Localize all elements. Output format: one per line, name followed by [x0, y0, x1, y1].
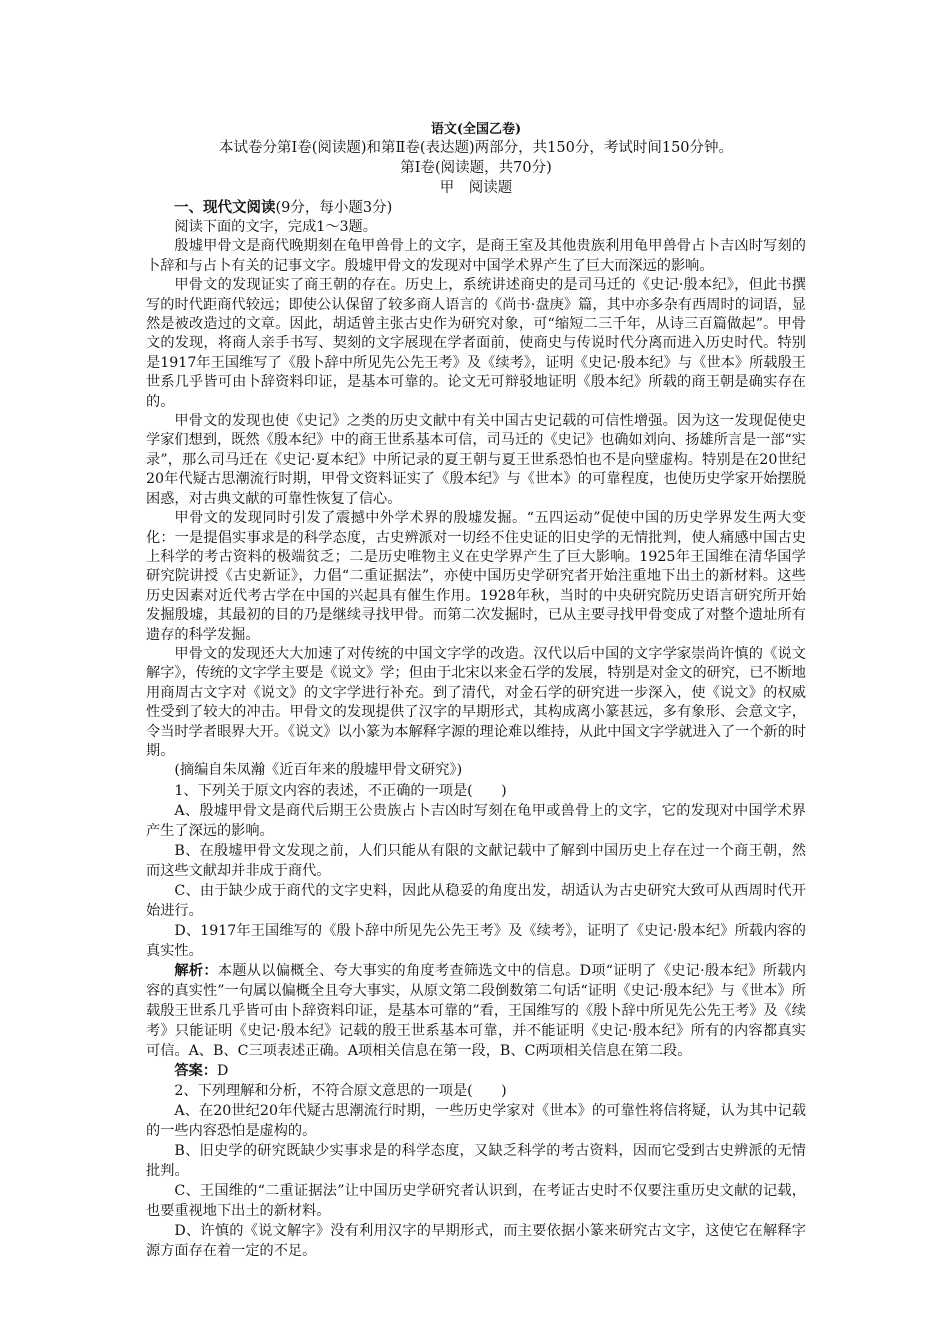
section1-title: 一、现代文阅读: [174, 199, 276, 216]
question-stem: 2、下列理解和分析，不符合原文意思的一项是( ): [174, 1082, 507, 1099]
part-a-heading: 甲 阅读题: [439, 180, 513, 196]
option-d: D、1917年王国维写的《殷卜辞中所见先公先王考》及《续考》，证明了《史记·殷本纪》所载内容的真实性。: [146, 922, 806, 959]
option-b: B、在殷墟甲骨文发现之前，人们只能从有限的文献记载中了解到中国历史上存在过一个商王朝，然而这些文献却并非成于商代。: [146, 842, 806, 879]
option-b: B、旧史学的研究既缺少实事求是的科学态度，又缺乏科学的考古资料，因而它受到古史辨派的无情批判。: [146, 1142, 806, 1179]
option-a: A、殷墟甲骨文是商代后期王公贵族占卜吉凶时写刻在龟甲或兽骨上的文字，它的发现对中国学术界产生了深远的影响。: [146, 802, 806, 839]
passage-paragraph: 甲骨文的发现同时引发了震撼中外学术界的殷墟发掘。“五四运动”促使中国的历史学界发生两大变化：一是提倡实事求是的科学态度，古史辨派对一切经不住史证的旧史学的无情批判，使人痛感中国古史上科学的考古资料的极端贫乏；二是历史唯物主义在史学界产生了巨大影响。1925年王国维在清华国学研究院讲授《古史新证》，力倡“二重证据法”，亦使中国历史学研究者开始注重地下出土的新材料。这些历史因素对近代考古学在中国的兴起具有催生作用。1928年秋，当时的中央研究院历史语言研究所开始发掘殷墟，其最初的目的乃是继续寻找甲骨。而第二次发掘时，已从主要寻找甲骨变成了对整个遗址所有遗存的科学发掘。: [146, 510, 806, 643]
exam-intro: 本试卷分第Ⅰ卷(阅读题)和第Ⅱ卷(表达题)两部分，共150分，考试时间150分钟。: [218, 140, 734, 156]
option-d: D、许慎的《说文解字》没有利用汉字的早期形式，而主要依据小篆来研究古文字，这使它在解释字源方面存在着一定的不足。: [146, 1222, 806, 1259]
question-stem: 1、下列关于原文内容的表述，不正确的一项是( ): [174, 782, 507, 799]
passage-source: (摘编自朱凤瀚《近百年来的殷墟甲骨文研究》): [174, 762, 463, 779]
answer-label: 答案：: [174, 1062, 217, 1079]
analysis-label: 解析：: [174, 962, 218, 979]
analysis: [146, 961, 806, 1061]
question-1: [146, 781, 806, 1081]
option-c: C、王国维的“二重证据法”让中国历史学研究者认识到，在考证古史时不仅要注重历史文献的记载，也要重视地下出土的新材料。: [146, 1182, 806, 1219]
passage-paragraph: 甲骨文的发现证实了商王朝的存在。历史上，系统讲述商史的是司马迁的《史记·殷本纪》，但此书撰写的时代距商代较远；即使公认保留了较多商人语言的《尚书·盘庚》篇，其中亦多杂有西周时的词语，显然是被改造过的文章。因此，胡适曾主张古史作为研究对象，可“缩短二三千年，从诗三百篇做起”。甲骨文的发现，将商人亲手书写、契刻的文字展现在学者面前，使商史与传说时代分离而进入历史时代。特别是1917年王国维写了《殷卜辞中所见先公先王考》及《续考》，证明《史记·殷本纪》与《世本》所载殷王世系几乎皆可由卜辞资料印证，是基本可靠的。论文无可辩驳地证明《殷本纪》所载的商王朝是确实存在的。: [146, 277, 806, 410]
option-c: C、由于缺少成于商代的文字史料，因此从稳妥的角度出发，胡适认为古史研究大致可从西周时代开始进行。: [146, 882, 806, 919]
answer-value: D: [216, 1062, 229, 1079]
passage-paragraph: 甲骨文的发现还大大加速了对传统的中国文字学的改造。汉代以后中国的文字学家崇尚许慎的《说文解字》，传统的文字学主要是《说文》学；但由于北宋以来金石学的发展，特别是对金文的研究，已不断地用商周古文字对《说文》的文字学进行补充。到了清代，对金石学的研究进一步深入，使《说文》的权威性受到了较大的冲击。甲骨文的发现提供了汉字的早期形式，其构成离小篆甚远，多有象形、会意文字，令当时学者眼界大开。《说文》以小篆为本解释字源的理论难以维持，从此中国文字学就进入了一个新的时期。: [146, 645, 806, 759]
exam-title: 语文(全国乙卷): [430, 122, 522, 137]
section1-instruction: 阅读下面的文字，完成1～3题。: [174, 219, 377, 235]
analysis-text: 本题从以偏概全、夸大事实的角度考查筛选文中的信息。D项“证明了《史记·殷本纪》所载内容的真实性”一句属以偏概全且夸大事实，从原文第二段倒数第二句话“证明《史记·殷本纪》与《世本》所载殷王世系几乎皆可由卜辞资料印证，是基本可靠的”看，王国维写的《殷卜辞中所见先公先王考》及《续考》只能证明《史记·殷本纪》记载的殷王世系基本可靠，并不能证明《史记·殷本纪》所有的内容都真实可信。A、B、C三项表述正确。A项相关信息在第一段，B、C两项相关信息在第二段。: [146, 962, 806, 1059]
passage-paragraph: 殷墟甲骨文是商代晚期刻在龟甲兽骨上的文字，是商王室及其他贵族利用龟甲兽骨占卜吉凶时写刻的卜辞和与占卜有关的记事文字。殷墟甲骨文的发现对中国学术界产生了巨大而深远的影响。: [146, 238, 806, 274]
answer: [146, 1061, 806, 1081]
question-2: [146, 1081, 806, 1261]
passage: [146, 237, 806, 761]
option-a: A、在20世纪20年代疑古思潮流行时期，一些历史学家对《世本》的可靠性将信将疑，认为其中记载的一些内容恐怕是虚构的。: [146, 1102, 806, 1139]
section1-note: (9分，每小题3分): [275, 200, 393, 216]
passage-paragraph: 甲骨文的发现也使《史记》之类的历史文献中有关中国古史记载的可信性增强。因为这一发现促使史学家们想到，既然《殷本纪》中的商王世系基本可信，司马迁的《史记》也确如刘向、扬雄所言是一部“实录”，那么司马迁在《史记·夏本纪》中所记录的夏王朝与夏王世系恐怕也不是向壁虚构。特别是在20世纪20年代疑古思潮流行时期，甲骨文资料证实了《殷本纪》与《世本》的可靠程度，也使历史学家开始摆脱困惑，对古典文献的可靠性恢复了信心。: [146, 413, 806, 507]
section1-heading: [146, 198, 806, 218]
exam-page: [146, 120, 806, 1261]
part1-heading: 第Ⅰ卷(阅读题，共70分): [400, 160, 552, 176]
